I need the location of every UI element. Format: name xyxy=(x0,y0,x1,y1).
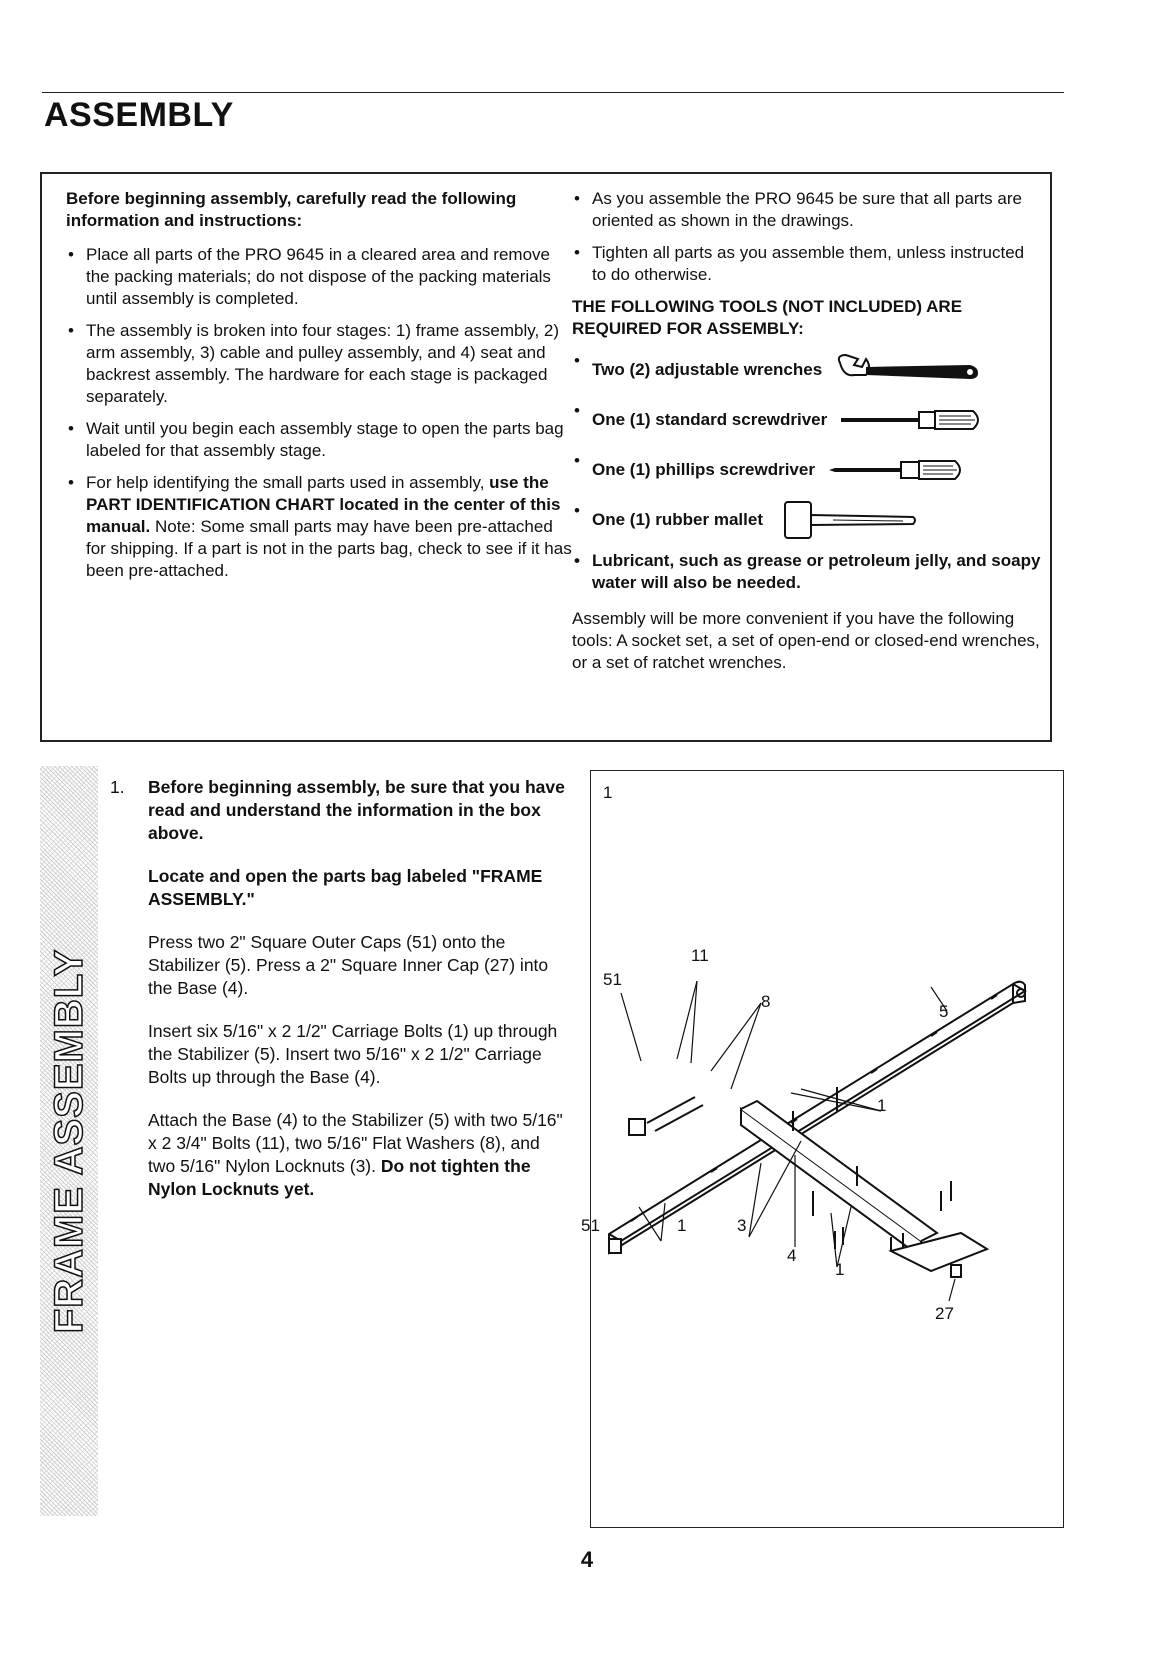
standard-screwdriver-icon xyxy=(837,407,987,433)
header-rule xyxy=(42,92,1064,93)
bullet-item: • Tighten all parts as you assemble them, unless instructed to do otherwise. xyxy=(572,242,1042,286)
callout-5: 5 xyxy=(939,1002,949,1021)
instructions-left-column xyxy=(66,188,576,592)
help-text-1: For help identifying the small parts used in assembly, xyxy=(86,473,490,492)
step-number: 1. xyxy=(110,777,125,797)
step-paragraph: Locate and open the parts bag labeled "FRAME ASSEMBLY." xyxy=(148,866,543,909)
step-1 xyxy=(110,776,570,1221)
tool-label: • One (1) rubber mallet xyxy=(592,510,763,529)
callout-27: 27 xyxy=(935,1304,954,1323)
figure-number: 1 xyxy=(603,783,613,802)
callout-1: 1 xyxy=(877,1096,887,1115)
instructions-right-column xyxy=(572,188,1042,691)
bullet-item: • As you assemble the PRO 9645 be sure that all parts are oriented as shown in the drawings. xyxy=(572,188,1042,232)
left-bullet-list xyxy=(66,244,576,582)
tool-item xyxy=(572,350,1042,390)
section-sidebar xyxy=(40,766,98,1516)
callout-1-lower: 1 xyxy=(677,1216,687,1235)
callout-3: 3 xyxy=(737,1216,747,1235)
tool-label: • One (1) phillips screwdriver xyxy=(592,460,815,479)
phillips-screwdriver-icon xyxy=(825,457,975,483)
tools-heading: THE FOLLOWING TOOLS (NOT INCLUDED) ARE REQUIRED FOR ASSEMBLY: xyxy=(572,297,963,338)
bullet-item-help xyxy=(66,472,576,582)
help-text-bold: use the PART IDENTIFICATION CHART located in the center of this manual. xyxy=(86,473,561,536)
step-text: Attach the Base (4) to the Stabilizer (5) with two 5/16" x 2 3/4" Bolts (11), two 5/16" Flat Washers (8), and two 5/16" Nylon Locknuts (3). xyxy=(148,1110,563,1176)
tool-label: • Two (2) adjustable wrenches xyxy=(592,360,823,379)
figure-1 xyxy=(581,770,1064,1528)
tool-item xyxy=(572,450,1042,490)
callout-1-base: 1 xyxy=(835,1260,845,1279)
step-paragraph: Press two 2" Square Outer Caps (51) onto the Stabilizer (5). Press a 2" Square Inner Cap (27) into the Base (4). xyxy=(148,932,549,998)
stabilizer-part xyxy=(609,982,1025,1253)
tool-item xyxy=(572,500,1042,540)
frame-assembly-diagram xyxy=(581,771,1065,1529)
sidebar-label: FRAME ASSEMBLY xyxy=(47,948,91,1334)
convenient-tools-text: Assembly will be more convenient if you have the following tools: A socket set, a set of open-end or closed-end wrenches, or a set of ratchet wrenches. xyxy=(572,609,1040,672)
tool-item xyxy=(572,400,1042,440)
callout-51: 51 xyxy=(603,970,622,989)
instructions-intro: Before beginning assembly, carefully read the following information and instructions: xyxy=(66,189,517,230)
callout-4: 4 xyxy=(787,1246,797,1265)
tool-label: • One (1) standard screwdriver xyxy=(592,410,828,429)
step-warning: Do not tighten the Nylon Locknuts yet. xyxy=(148,1156,531,1199)
callout-51-lower: 51 xyxy=(581,1216,600,1235)
tools-list xyxy=(572,350,1042,594)
callout-8: 8 xyxy=(761,992,771,1011)
right-bullet-list xyxy=(572,188,1042,286)
bullet-item: • Wait until you begin each assembly stage to open the parts bag labeled for that assembly stage. xyxy=(66,418,576,462)
instructions-box xyxy=(40,172,1052,742)
adjustable-wrench-icon xyxy=(832,353,982,387)
step-body xyxy=(148,776,570,1201)
rubber-mallet-icon xyxy=(773,500,923,540)
help-text-2: Note: Some small parts may have been pre-attached for shipping. If a part is not in the parts bag, check to see if it has been pre-attached. xyxy=(86,517,572,580)
step-paragraph xyxy=(148,1109,570,1201)
bullet-item: • The assembly is broken into four stages: 1) frame assembly, 2) arm assembly, 3) cable and pulley assembly, and 4) seat and backrest assembly. The hardware for each stage is packaged separately. xyxy=(66,320,576,408)
page-title: ASSEMBLY xyxy=(44,96,234,134)
bullet-item-lubricant: • Lubricant, such as grease or petroleum jelly, and soapy water will also be needed. xyxy=(572,550,1042,594)
callout-11: 11 xyxy=(691,946,709,965)
step-paragraph: Insert six 5/16" x 2 1/2" Carriage Bolts (1) up through the Stabilizer (5). Insert two 5/16" x 2 1/2" Carriage Bolts up through the Base (4). xyxy=(148,1021,558,1087)
page-number: 4 xyxy=(580,1547,594,1572)
bullet-item: • Place all parts of the PRO 9645 in a cleared area and remove the packing materials; do not dispose of the packing materials until assembly is completed. xyxy=(66,244,576,310)
step-paragraph: Before beginning assembly, be sure that you have read and understand the information in the box above. xyxy=(148,777,565,843)
